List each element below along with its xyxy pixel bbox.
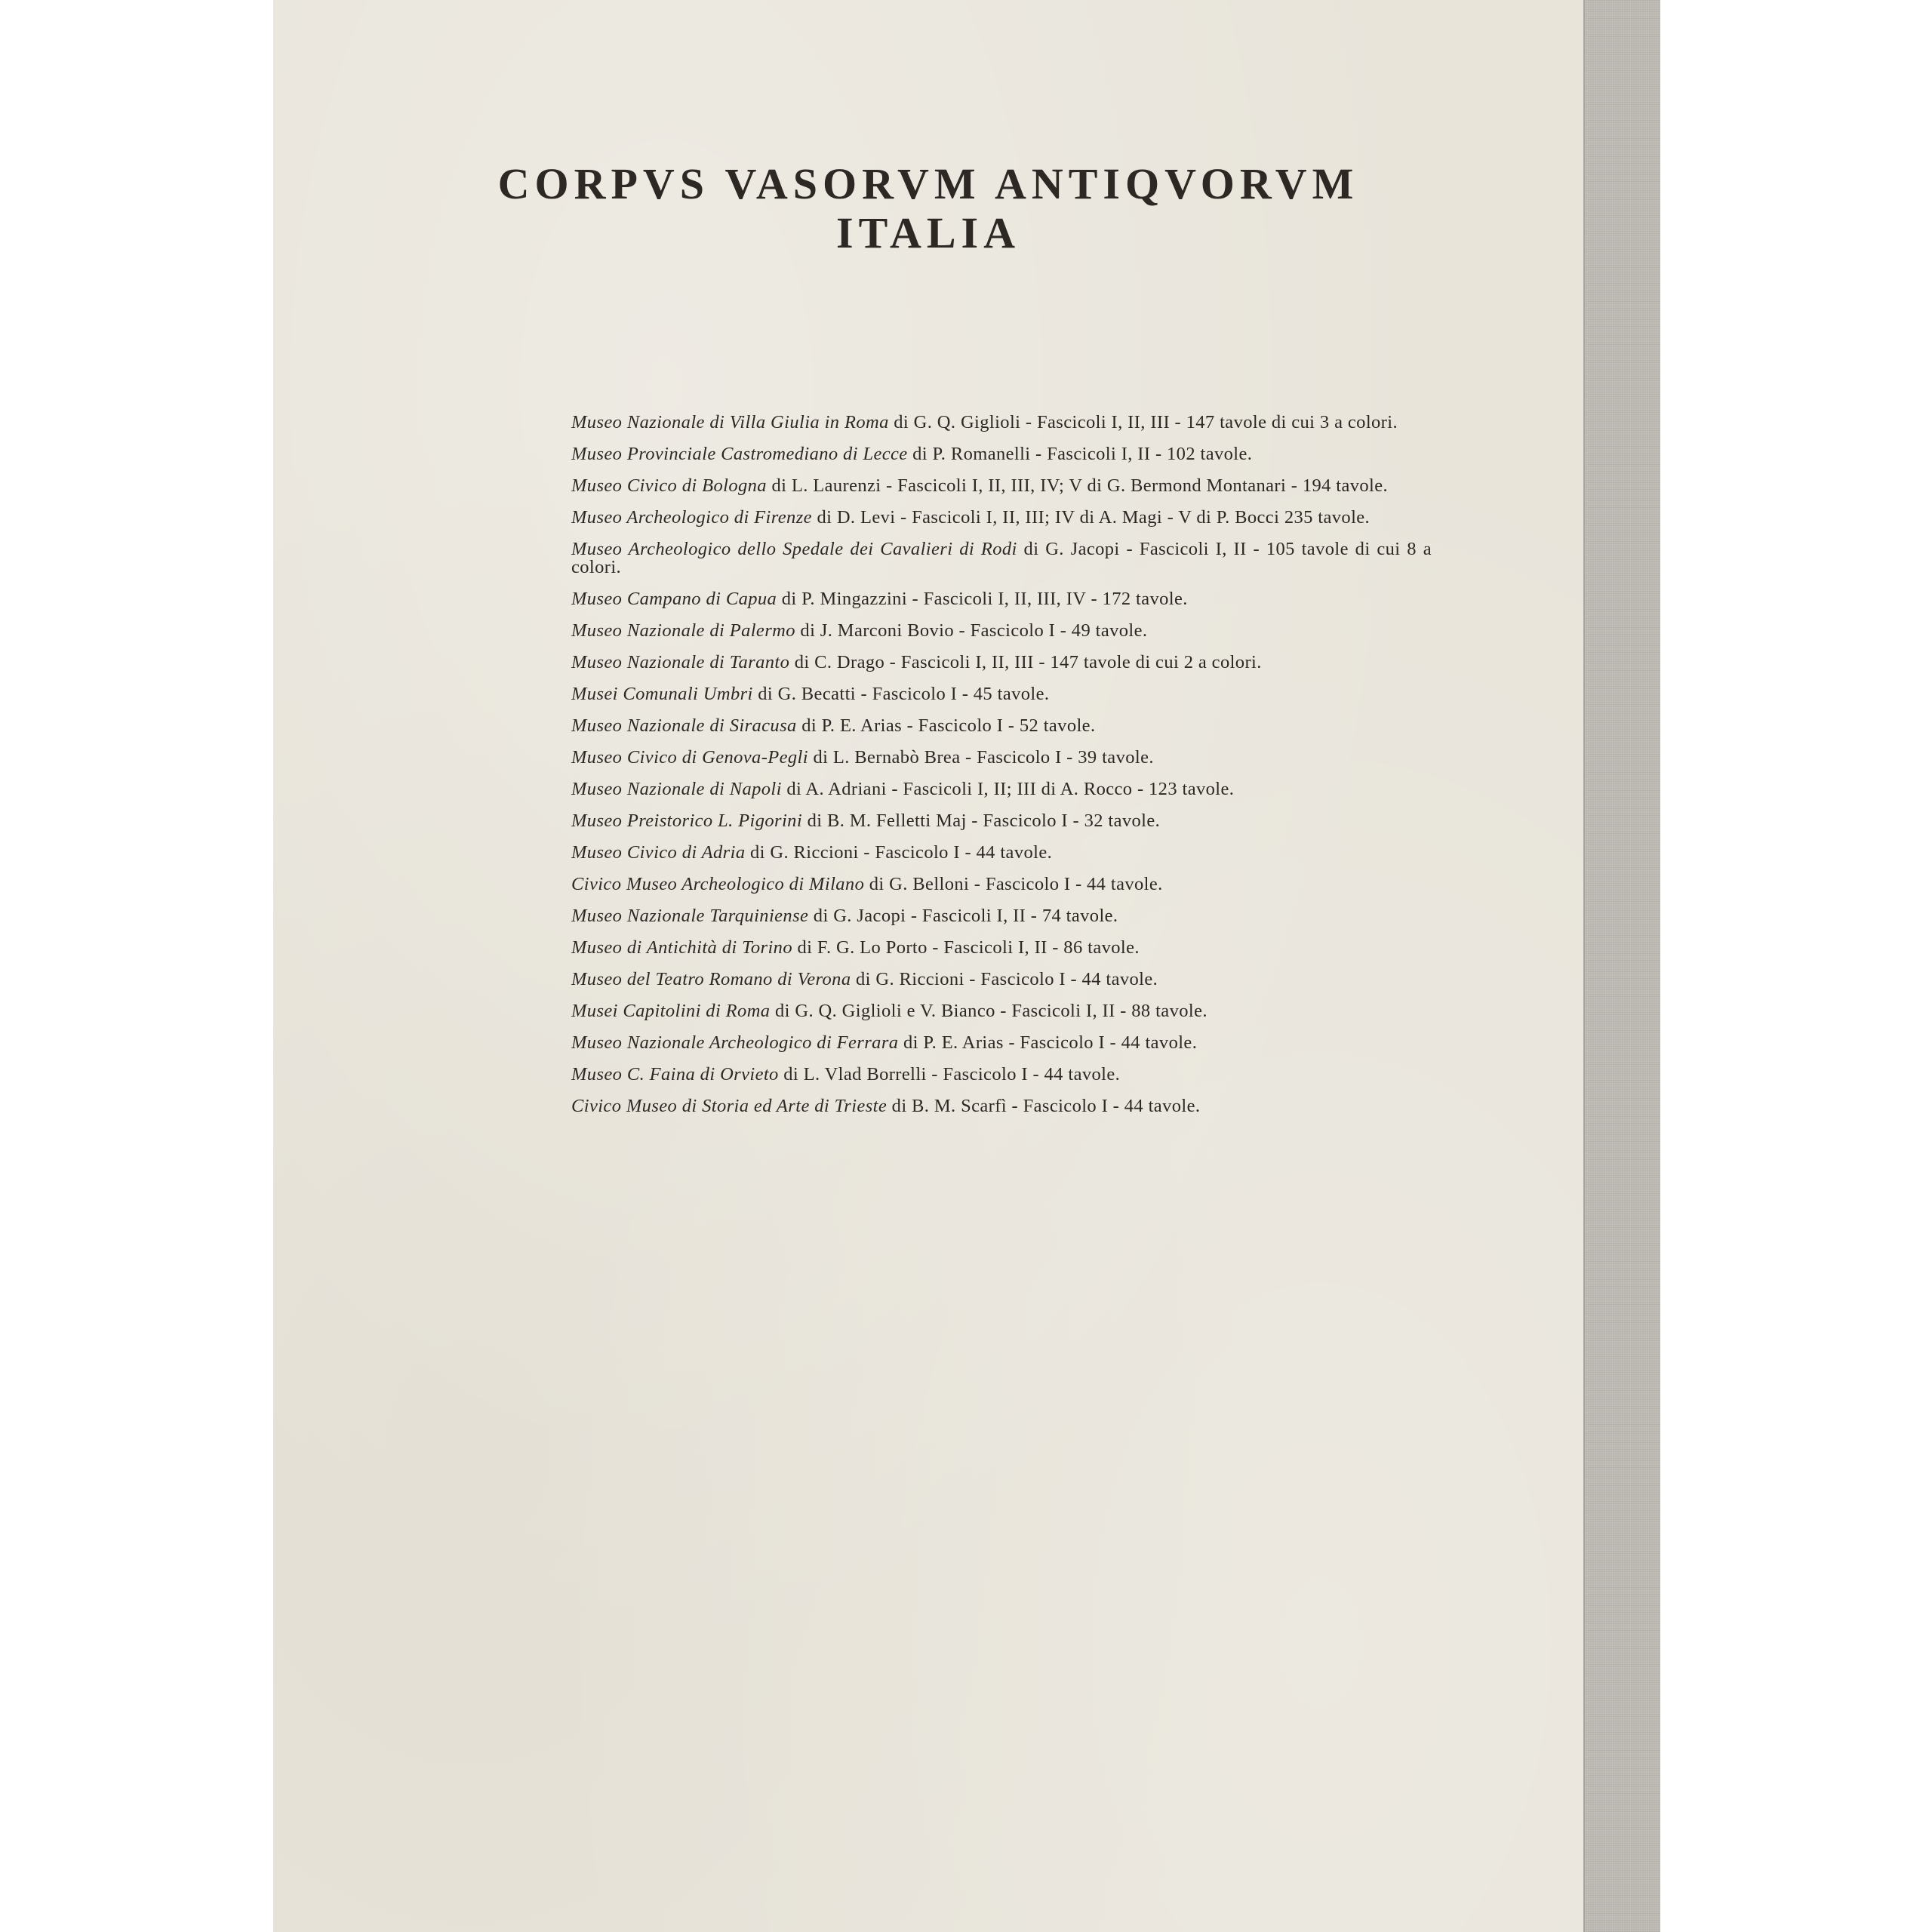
entry-details: di G. Becatti - Fascicolo I - 45 tavole. (752, 684, 1050, 704)
list-item (571, 1097, 1432, 1115)
museum-name: Museo del Teatro Romano di Verona (571, 969, 851, 989)
entry-details: di A. Adriani - Fascicoli I, II; III di A. Rocco - 123 tavole. (781, 779, 1235, 799)
museum-name: Museo Nazionale di Taranto (571, 652, 790, 672)
list-item (571, 749, 1432, 767)
museum-name: Museo Civico di Genova-Pegli (571, 747, 808, 768)
entry-details: di P. Mingazzini - Fascicoli I, II, III, IV - 172 tavole. (777, 589, 1188, 609)
museum-name: Museo C. Faina di Orvieto (571, 1064, 779, 1084)
museum-name: Museo Preistorico L. Pigorini (571, 811, 803, 831)
entry-details: di J. Marconi Bovio - Fascicolo I - 49 tavole. (795, 620, 1148, 641)
entry-details: di P. E. Arias - Fascicolo I - 44 tavole. (898, 1032, 1198, 1053)
list-item (571, 414, 1432, 432)
museum-name: Museo Nazionale Archeologico di Ferrara (571, 1032, 899, 1053)
list-item (571, 844, 1432, 862)
list-item (571, 540, 1432, 577)
list-item (571, 1066, 1432, 1084)
museum-name: Museo di Antichità di Torino (571, 937, 792, 958)
museum-name: Museo Provinciale Castromediano di Lecce (571, 444, 908, 464)
entry-details: di B. M. Felletti Maj - Fascicolo I - 32 tavole. (802, 811, 1161, 831)
museum-name: Musei Comunali Umbri (571, 684, 753, 704)
museum-name: Museo Archeologico dello Spedale dei Cavalieri di Rodi (571, 539, 1017, 559)
list-item (571, 622, 1432, 640)
entry-details: di F. G. Lo Porto - Fascicoli I, II - 86 tavole. (792, 937, 1140, 958)
list-item (571, 445, 1432, 463)
list-item (571, 717, 1432, 735)
entry-details: di G. Q. Giglioli - Fascicoli I, II, III - 147 tavole di cui 3 a colori. (888, 412, 1398, 432)
museum-name: Museo Nazionale di Palermo (571, 620, 795, 641)
list-item (571, 971, 1432, 989)
list-item (571, 590, 1432, 608)
list-item (571, 477, 1432, 495)
entry-details: di G. Jacopi - Fascicoli I, II - 105 tavole di cui 8 a colori. (571, 539, 1432, 577)
list-item (571, 654, 1432, 672)
museum-name: Musei Capitolini di Roma (571, 1001, 771, 1021)
museum-name: Civico Museo di Storia ed Arte di Trieste (571, 1096, 888, 1116)
entry-details: di D. Levi - Fascicoli I, II, III; IV di A. Magi - V di P. Bocci 235 tavole. (811, 507, 1371, 528)
book-spine (1583, 0, 1660, 1932)
list-item (571, 875, 1432, 894)
list-item (571, 907, 1432, 925)
entry-details: di G. Q. Giglioli e V. Bianco - Fascicoli I, II - 88 tavole. (770, 1001, 1208, 1021)
entry-details: di P. Romanelli - Fascicoli I, II - 102 tavole. (907, 444, 1253, 464)
list-item (571, 685, 1432, 703)
museum-name: Civico Museo Archeologico di Milano (571, 874, 865, 894)
museum-name: Museo Nazionale di Siracusa (571, 715, 797, 736)
entry-details: di G. Riccioni - Fascicolo I - 44 tavole. (745, 842, 1053, 863)
list-item (571, 1002, 1432, 1020)
entry-details: di G. Riccioni - Fascicolo I - 44 tavole. (851, 969, 1158, 989)
cover-subtitle: ITALIA (836, 208, 1020, 257)
list-item (571, 939, 1432, 957)
entry-details: di B. M. Scarfì - Fascicolo I - 44 tavole. (887, 1096, 1201, 1116)
list-item (571, 1034, 1432, 1052)
museum-name: Museo Nazionale Tarquiniense (571, 906, 809, 926)
entry-details: di L. Laurenzi - Fascicoli I, II, III, IV; V di G. Bermond Montanari - 194 tavole. (766, 475, 1389, 496)
list-item (571, 509, 1432, 527)
entry-details: di L. Vlad Borrelli - Fascicolo I - 44 tavole. (778, 1064, 1121, 1084)
cover-title: CORPVS VASORVM ANTIQVORVM (497, 159, 1359, 208)
museum-name: Museo Civico di Adria (571, 842, 746, 863)
list-item (571, 780, 1432, 798)
museum-name: Museo Civico di Bologna (571, 475, 767, 496)
museum-name: Museo Archeologico di Firenze (571, 507, 812, 528)
entry-details: di G. Jacopi - Fascicoli I, II - 74 tavole. (808, 906, 1118, 926)
publication-list (571, 414, 1432, 1129)
entry-details: di C. Drago - Fascicoli I, II, III - 147 tavole di cui 2 a colori. (789, 652, 1262, 672)
museum-name: Museo Nazionale di Napoli (571, 779, 782, 799)
list-item (571, 812, 1432, 830)
museum-name: Museo Campano di Capua (571, 589, 777, 609)
museum-name: Museo Nazionale di Villa Giulia in Roma (571, 412, 889, 432)
entry-details: di L. Bernabò Brea - Fascicolo I - 39 tavole. (808, 747, 1154, 768)
entry-details: di G. Belloni - Fascicolo I - 44 tavole. (864, 874, 1163, 894)
entry-details: di P. E. Arias - Fascicolo I - 52 tavole. (796, 715, 1096, 736)
